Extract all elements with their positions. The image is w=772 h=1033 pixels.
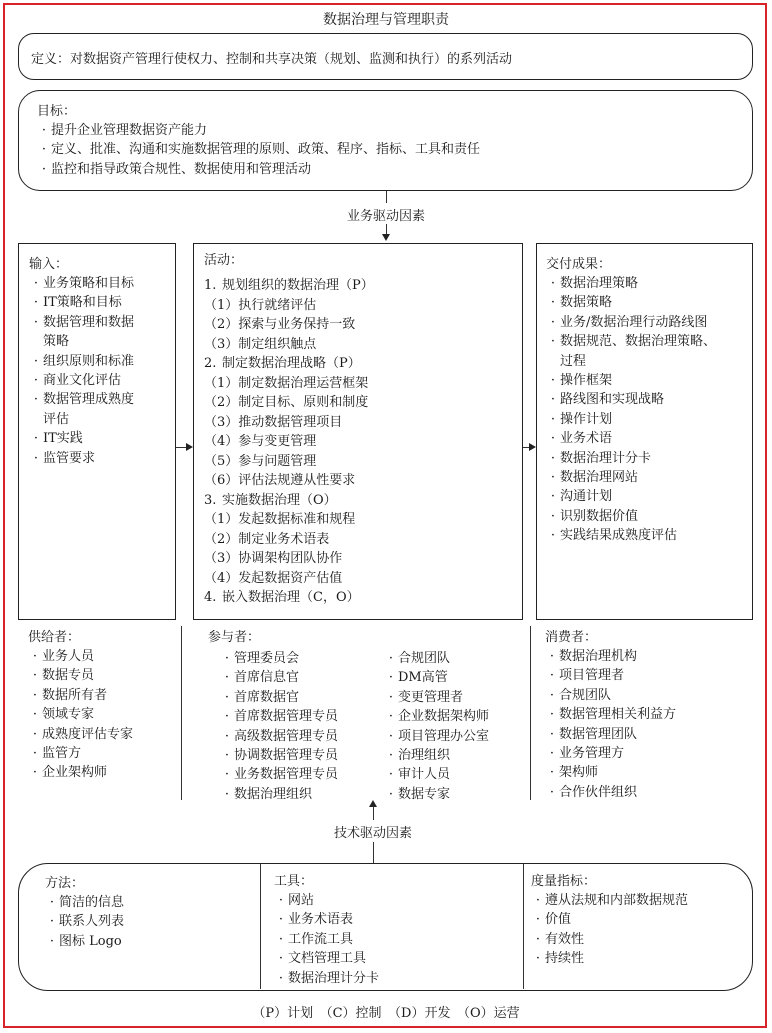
tools-list [274, 891, 379, 988]
consumers-heading: 消费者： [545, 630, 598, 645]
list-item: · 高级数据管理专员 [224, 728, 339, 744]
divider [260, 864, 261, 989]
participants-heading: 参与者： [208, 630, 261, 645]
suppliers-heading: 供给者： [28, 630, 81, 645]
list-item: · 监管方 [32, 746, 82, 762]
metrics-list [531, 891, 688, 969]
tools-heading: 工具： [274, 874, 314, 889]
list-item: · 数据专员 [32, 668, 95, 684]
list-item: · 价值 [535, 912, 572, 928]
list-item: · 持续性 [535, 951, 585, 967]
list-item: · 定义、批准、沟通和实施数据管理的原则、政策、程序、指标、工具和责任 [41, 142, 481, 158]
activity-step: （3）推动数据管理项目 [204, 414, 343, 430]
divider [530, 626, 531, 800]
activity-step: （1）执行就绪评估 [204, 297, 317, 313]
list-item: · 业务数据管理专员 [224, 767, 339, 783]
list-item: · 数据治理计分卡 [550, 450, 652, 466]
list-item: · 简洁的信息 [49, 895, 125, 910]
legend: （P）计划 （C）控制 （D）开发 （O）运营 [252, 1006, 520, 1021]
list-item: · 路线图和实现战略 [550, 392, 665, 408]
list-item: · 数据治理计分卡 [278, 970, 380, 986]
activity-step: （3）制定组织触点 [204, 336, 317, 352]
list-item: · 首席数据官 [224, 689, 300, 705]
list-item: · IT实践 [33, 431, 83, 447]
list-item: · 数据所有者 [32, 687, 108, 703]
deliverables-heading: 交付成果： [546, 257, 612, 272]
list-item: · 数据治理机构 [549, 649, 638, 664]
list-item: · 操作计划 [550, 411, 613, 427]
list-item: · 首席信息官 [224, 670, 300, 686]
list-item: · 合规团队 [388, 651, 451, 666]
activities-heading: 活动： [204, 253, 244, 268]
list-item: · 领域专家 [32, 707, 95, 723]
list-item: · 业务术语 [550, 431, 613, 447]
list-item: · 操作框架 [550, 373, 613, 389]
definition-text: 定义：对数据资产管理行使权力、控制和共享决策（规划、监测和执行）的系列活动 [31, 52, 513, 67]
metrics-section [531, 872, 688, 969]
activity-step: （2）制定业务术语表 [204, 531, 330, 547]
activity-step: （5）参与问题管理 [204, 453, 317, 469]
definition-box [18, 33, 753, 80]
list-item: · 实践结果成熟度评估 [550, 528, 678, 544]
list-item: · 首席数据管理专员 [224, 709, 339, 725]
list-item: · 架构师 [549, 765, 599, 781]
list-item: · 业务术语表 [278, 912, 354, 928]
list-item: · 变更管理者 [388, 689, 464, 705]
methods-list [45, 893, 124, 951]
business-drivers-label: 业务驱动因素 [346, 209, 425, 224]
list-item: · 监管要求 [33, 450, 96, 466]
list-item: · 审计人员 [388, 767, 451, 783]
activity-step: （1）发起数据标准和规程 [204, 512, 356, 527]
methods-section [45, 874, 124, 951]
list-item: · 商业文化评估 [33, 373, 122, 389]
activity-group-title: 2. 制定数据治理战略（P） [204, 356, 361, 371]
list-item: · 企业架构师 [32, 765, 108, 781]
list-item: · 沟通计划 [550, 489, 613, 505]
tools-section [274, 872, 379, 988]
list-item: · 数据规范、数据治理策略、 [550, 334, 717, 350]
activity-step: （2）探索与业务保持一致 [204, 317, 356, 332]
list-item: · 数据专家 [388, 786, 451, 802]
participants-list-2 [384, 649, 489, 804]
metrics-heading: 度量指标： [531, 874, 597, 889]
list-item: · 业务管理方 [549, 746, 625, 762]
list-item: · 数据治理网站 [550, 470, 639, 486]
list-item: · 联系人列表 [49, 914, 125, 930]
list-item: · 遵从法规和内部数据规范 [535, 893, 689, 908]
deliverables-box [536, 243, 753, 620]
list-item: · 数据治理组织 [224, 786, 313, 802]
connector-line [386, 224, 387, 234]
participants-list-1 [220, 649, 338, 804]
list-item: · 数据管理团队 [549, 726, 638, 742]
list-item: · DM高管 [388, 670, 448, 686]
connector-line [386, 191, 387, 203]
inputs-list [29, 274, 134, 468]
arrow-down-icon [382, 234, 390, 241]
list-item: · 企业数据架构师 [388, 709, 490, 725]
connector-line [373, 806, 374, 820]
list-item: · 监控和指导政策合规性、数据使用和管理活动 [41, 161, 312, 177]
goals-box [18, 90, 753, 191]
activity-step: （4）参与变更管理 [204, 434, 317, 449]
suppliers-list [28, 647, 133, 783]
activity-group-title: 4. 嵌入数据治理（C，O） [204, 590, 360, 605]
list-item: · 协调数据管理专员 [224, 748, 339, 764]
diagram-title: 数据治理与管理职责 [323, 12, 449, 28]
connector-line [373, 842, 374, 863]
list-item: · 组织原则和标准 [33, 353, 135, 369]
goals-list [37, 121, 480, 179]
activities-list [204, 276, 374, 608]
activity-step: （3）协调架构团队协作 [204, 551, 343, 566]
arrow-right-icon [186, 443, 193, 451]
list-item: · 项目管理办公室 [388, 728, 490, 744]
list-item: · 有效性 [535, 931, 585, 947]
list-item: · 成熟度评估专家 [32, 726, 134, 742]
inputs-box [18, 243, 176, 620]
consumers-section [545, 628, 676, 802]
bottom-box [18, 863, 753, 991]
participants-section [208, 628, 260, 647]
activity-group-title: 3. 实施数据治理（O） [204, 492, 337, 508]
list-item: · 数据管理成熟度 [33, 392, 135, 408]
tech-drivers-label: 技术驱动因素 [333, 826, 412, 841]
list-item: · 数据策略 [550, 295, 613, 311]
list-item: · 合作伙伴组织 [549, 784, 638, 800]
arrow-right-icon [529, 443, 536, 451]
activity-group-title: 1. 规划组织的数据治理（P） [204, 278, 374, 293]
consumers-list [545, 647, 676, 802]
list-item: · 文档管理工具 [278, 951, 367, 967]
list-item: · 网站 [278, 893, 315, 908]
divider [181, 626, 182, 800]
list-item: · 业务/数据治理行动路线图 [550, 314, 708, 330]
list-item: · 合规团队 [549, 687, 612, 703]
suppliers-section [28, 628, 133, 783]
list-item: · 管理委员会 [224, 651, 300, 666]
methods-heading: 方法： [45, 876, 85, 891]
list-item: · 工作流工具 [278, 931, 354, 947]
inputs-heading: 输入： [29, 257, 69, 272]
activity-step: （4）发起数据资产估值 [204, 570, 343, 586]
activity-step: （6）评估法规遵从性要求 [204, 473, 356, 488]
deliverables-list [546, 274, 716, 546]
list-item: · 业务策略和目标 [33, 276, 135, 291]
list-item: · 数据治理策略 [550, 276, 639, 291]
activity-step: （1）制定数据治理运营框架 [204, 375, 369, 391]
list-item-continuation: 评估 [43, 411, 70, 427]
list-item: · 治理组织 [388, 748, 451, 764]
list-item: · 识别数据价值 [550, 508, 639, 524]
list-item: · 业务人员 [32, 649, 95, 664]
list-item: · 项目管理者 [549, 668, 625, 684]
list-item: · IT策略和目标 [33, 295, 122, 311]
list-item-continuation: 策略 [43, 334, 70, 350]
list-item: · 图标 Logo [49, 933, 122, 949]
list-item: · 数据管理相关利益方 [549, 707, 677, 723]
list-item: · 数据管理和数据 [33, 314, 135, 330]
divider [523, 864, 524, 989]
activity-step: （2）制定目标、原则和制度 [204, 395, 369, 410]
activities-box [193, 243, 523, 620]
goals-heading: 目标： [37, 104, 77, 119]
list-item-continuation: 过程 [560, 353, 587, 369]
list-item: · 提升企业管理数据资产能力 [41, 123, 208, 138]
